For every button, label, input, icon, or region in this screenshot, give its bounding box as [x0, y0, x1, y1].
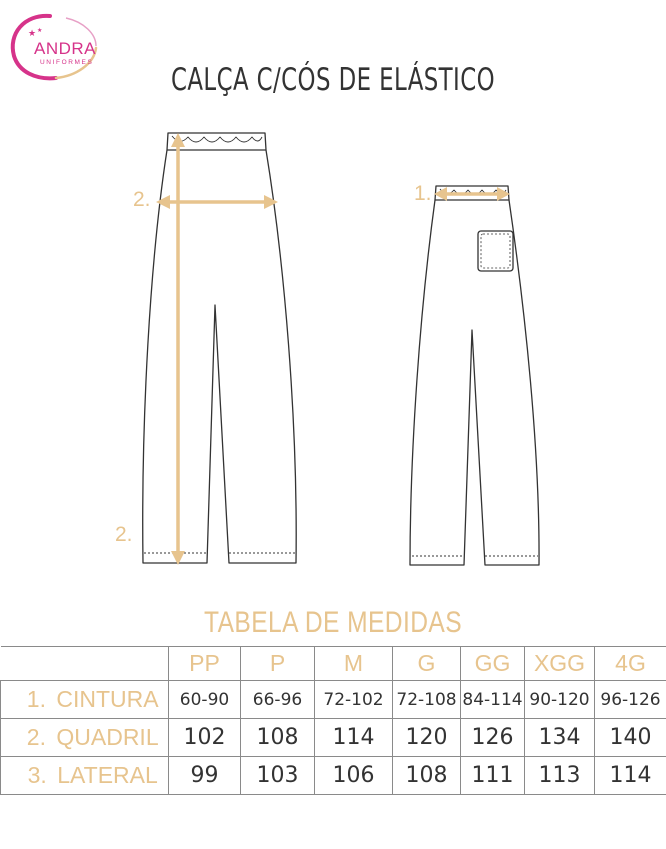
table-cell: 72-102: [315, 681, 393, 719]
table-cell: 66-96: [241, 681, 315, 719]
size-header: G: [393, 647, 461, 681]
table-cell: 72-108: [393, 681, 461, 719]
table-cell: 114: [595, 757, 666, 795]
table-cell: 113: [525, 757, 595, 795]
logo-name: ANDRA: [34, 39, 97, 58]
row-label-cintura: [1, 681, 169, 719]
table-row: [1, 681, 666, 719]
table-cell: 102: [169, 719, 241, 757]
svg-text:★: ★: [37, 27, 43, 34]
table-title: TABELA DE MEDIDAS: [203, 606, 463, 639]
table-cell: 99: [169, 757, 241, 795]
row-name: QUADRIL: [56, 724, 159, 750]
size-header-row: [1, 647, 666, 681]
pants-illustration: [0, 120, 666, 580]
row-label-quadril: [1, 719, 169, 757]
size-header: GG: [461, 647, 525, 681]
table-cell: 96-126: [595, 681, 666, 719]
size-header: 4G: [595, 647, 666, 681]
table-cell: 103: [241, 757, 315, 795]
size-header: XGG: [525, 647, 595, 681]
table-cell: 106: [315, 757, 393, 795]
table-cell: 114: [315, 719, 393, 757]
svg-text:★: ★: [28, 29, 37, 39]
logo-subtitle: UNIFORMES: [40, 59, 94, 66]
table-cell: 90-120: [525, 681, 595, 719]
row-number: 1.: [26, 686, 46, 712]
size-header: M: [315, 647, 393, 681]
size-header: PP: [169, 647, 241, 681]
size-header: P: [241, 647, 315, 681]
table-row: [1, 757, 666, 795]
table-cell: 108: [393, 757, 461, 795]
row-label-lateral: [1, 757, 169, 795]
table-row: [1, 719, 666, 757]
hip-label: 2.: [133, 188, 151, 211]
size-table: [0, 646, 666, 795]
table-cell: 126: [461, 719, 525, 757]
table-cell: 60-90: [169, 681, 241, 719]
waist-label: 1.: [414, 182, 432, 205]
table-cell: 111: [461, 757, 525, 795]
row-name: CINTURA: [56, 686, 159, 712]
row-name: LATERAL: [57, 762, 158, 788]
row-number: 2.: [26, 724, 46, 750]
header-blank-cell: [1, 647, 169, 681]
table-cell: 108: [241, 719, 315, 757]
table-cell: 140: [595, 719, 666, 757]
pants-back-drawing: [410, 186, 539, 565]
table-cell: 134: [525, 719, 595, 757]
page-title: CALÇA C/CÓS DE ELÁSTICO: [170, 62, 496, 98]
table-cell: 84-114: [461, 681, 525, 719]
table-cell: 120: [393, 719, 461, 757]
row-number: 3.: [27, 762, 47, 788]
length-label: 2.: [115, 523, 133, 546]
